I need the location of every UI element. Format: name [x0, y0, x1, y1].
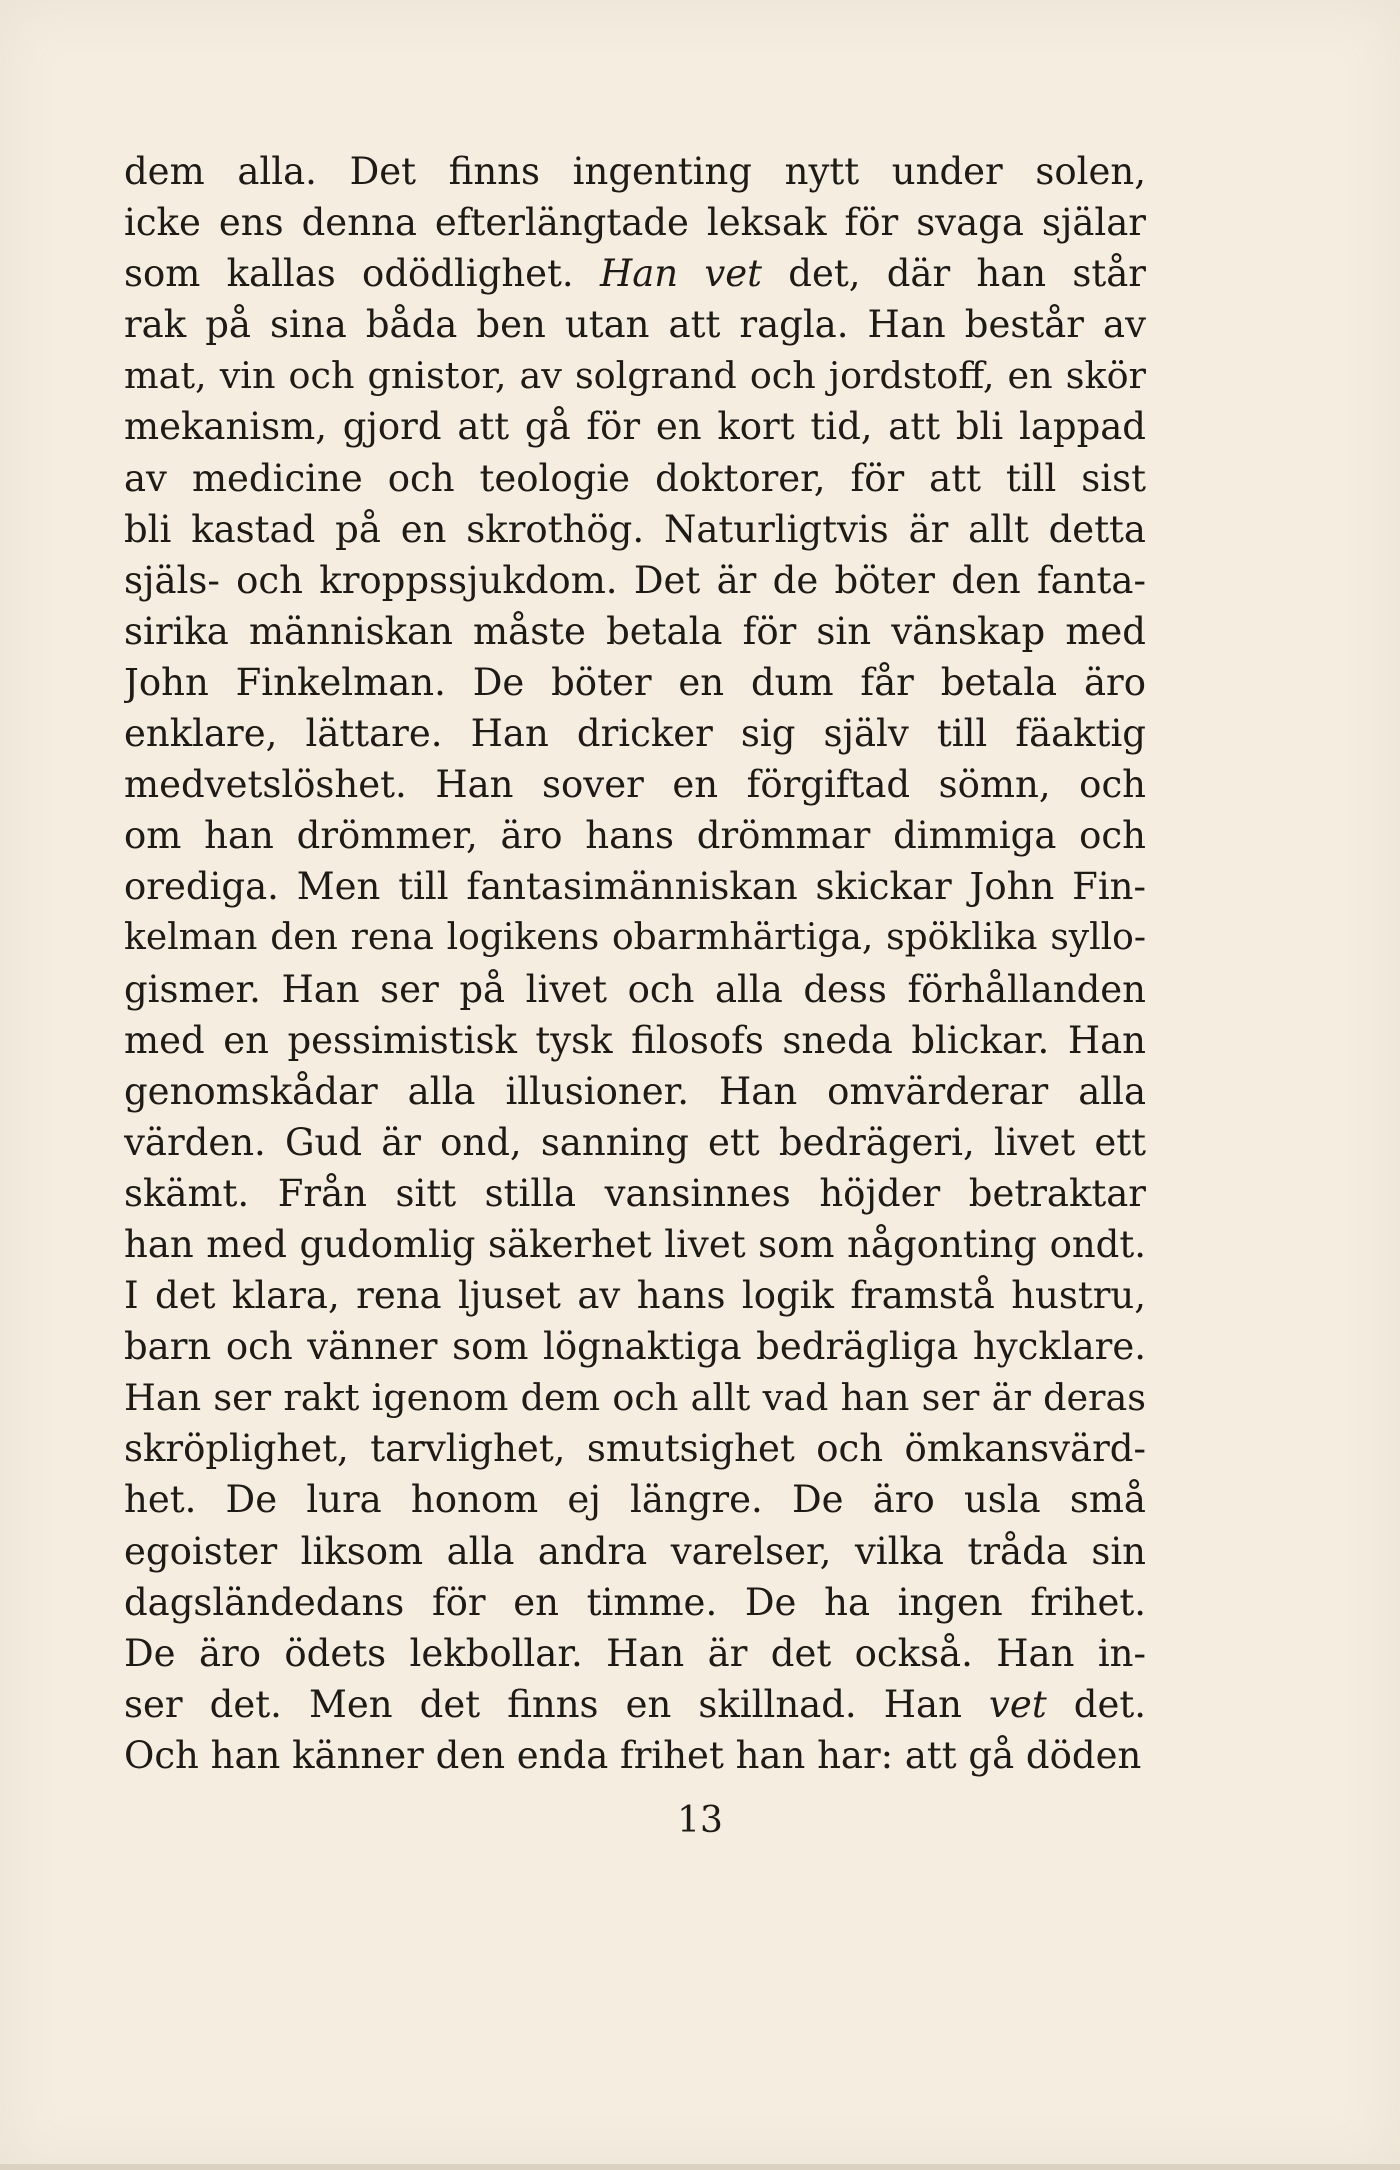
text-line: orediga. Men till fantasimänniskan skickar John Fin- — [124, 865, 1146, 909]
text-line: han med gudomlig säkerhet livet som någonting ondt. — [124, 1222, 1146, 1266]
text-line: rak på sina båda ben utan att ragla. Han består av — [124, 303, 1146, 347]
text-line: barn och vänner som lögnaktiga bedrägliga hycklare. — [124, 1325, 1146, 1369]
text-line: John Finkelman. De böter en dum får betala äro — [124, 660, 1146, 704]
text-line: genomskådar alla illusioner. Han omvärderar alla — [124, 1069, 1146, 1113]
text-line: bli kastad på en skrothög. Naturligtvis är allt detta — [124, 507, 1146, 551]
text-line: I det klara, rena ljuset av hans logik framstå hustru, — [124, 1274, 1146, 1318]
text-line: De äro ödets lekbollar. Han är det också. Han in- — [124, 1631, 1146, 1675]
text-segment: som kallas odödlighet. — [124, 252, 600, 296]
text-line: egoister liksom alla andra varelser, vilka tråda sin — [124, 1529, 1146, 1573]
italic-emphasis: vet — [989, 1682, 1047, 1726]
text-line — [124, 248, 1146, 299]
text-segment: det. — [1046, 1682, 1146, 1726]
text-line: mat, vin och gnistor, av solgrand och jordstoff, en skör — [124, 354, 1146, 398]
text-line: av medicine och teologie doktorer, för att till sist — [124, 456, 1146, 500]
page-number: 13 — [677, 1800, 723, 1841]
text-line: Han ser rakt igenom dem och allt vad han ser är deras — [124, 1376, 1146, 1420]
text-line: själs- och kroppssjukdom. Det är de böter den fanta- — [124, 558, 1146, 602]
text-line: mekanism, gjord att gå för en kort tid, att bli lappad — [124, 405, 1146, 449]
text-line: icke ens denna efterlängtade leksak för svaga själar — [124, 201, 1146, 245]
text-line: skämt. Från sitt stilla vansinnes höjder betraktar — [124, 1171, 1146, 1215]
text-line: med en pessimistisk tysk filosofs sneda blickar. Han — [124, 1018, 1146, 1062]
text-segment: ser det. Men det finns en skillnad. Han — [124, 1682, 990, 1726]
text-line: dem alla. Det finns ingenting nytt under solen, — [124, 150, 1146, 193]
text-segment: det, där han står — [762, 252, 1146, 296]
text-line: het. De lura honom ej längre. De äro usla små — [124, 1478, 1146, 1522]
italic-emphasis: Han vet — [599, 252, 763, 296]
text-line: dagsländedans för en timme. De ha ingen frihet. — [124, 1580, 1146, 1624]
text-line: kelman den rena logikens obarmhärtiga, spöklika syllo- — [124, 917, 1146, 959]
text-line: enklare, lättare. Han dricker sig själv till fäaktig — [124, 712, 1146, 756]
text-line: sirika människan måste betala för sin vänskap med — [124, 609, 1146, 653]
body-text — [124, 146, 1146, 1781]
text-line — [124, 1679, 1146, 1730]
text-line: medvetslöshet. Han sover en förgiftad sömn, och — [124, 763, 1146, 807]
text-line: värden. Gud är ond, sanning ett bedrägeri, livet ett — [124, 1120, 1146, 1164]
text-line: om han drömmer, äro hans drömmar dimmiga och — [124, 814, 1146, 858]
text-line: gismer. Han ser på livet och alla dess förhållanden — [124, 967, 1146, 1011]
text-line: skröplighet, tarvlighet, smutsighet och ömkansvärd- — [124, 1427, 1146, 1471]
text-line: Och han känner den enda frihet han har: att gå döden — [124, 1733, 1142, 1777]
page-edge — [0, 2164, 1400, 2170]
